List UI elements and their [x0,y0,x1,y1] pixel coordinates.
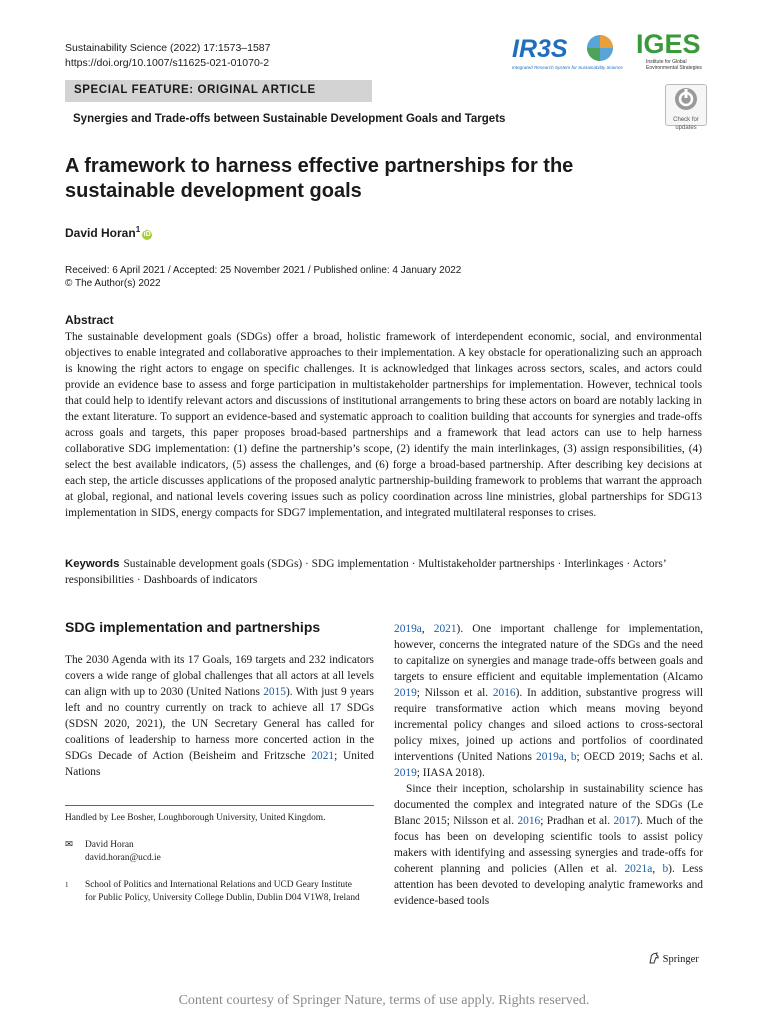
contact-email[interactable]: david.horan@ucd.ie [85,853,161,863]
check-for-updates-badge[interactable] [665,84,707,131]
ir3s-logo [510,30,634,72]
body-text: ; OECD 2019; Sachs et al. [576,751,703,763]
abstract-heading: Abstract [65,313,114,327]
keywords-list: Sustainable development goals (SDGs) · SDG implementation · Multistakeholder partnerships · Interlinkages · Actors’ responsibilities · Dashboards of indicators [65,558,666,586]
affiliation-marker: 1 [135,225,141,234]
keywords [65,556,702,588]
ir3s-logo-text: IR3S [512,35,568,63]
body-text: , [421,623,434,635]
journal-citation: Sustainability Science (2022) 17:1573–1587 [65,42,271,54]
affiliation-text: School of Politics and International Relations and UCD Geary Institute for Public Policy, University College Dublin, Dublin D04 V1W8, Ireland [85,880,360,903]
citation-link[interactable]: 2016 [517,815,541,827]
ir3s-tagline: Integrated Research System for Sustainability Science [512,65,623,70]
section-heading: SDG implementation and partnerships [65,619,321,635]
special-feature-label: SPECIAL FEATURE: ORIGINAL ARTICLE [74,84,316,96]
check-updates-line2: updates [675,125,697,131]
springer-horse-icon [648,952,660,964]
citation-link[interactable]: 2021a [624,863,653,875]
citation-link[interactable]: 2021 [433,623,457,635]
body-text: ). Much of the focus has been on developing scientific tools to assist policy makers with identifying and assessing synergies and trade-offs for coherent planning and policies (Allen et al. [394,815,703,875]
handled-by-note: Handled by Lee Bosher, Loughborough University, United Kingdom. [65,813,326,823]
citation-link[interactable]: 2015 [263,686,286,698]
article-dates [65,264,461,290]
citation-link[interactable]: 2019 [394,687,417,699]
body-text: ; United Nations [65,750,375,778]
doi-link[interactable]: https://doi.org/10.1007/s11625-021-01070-2 [65,57,270,69]
courtesy-notice: Content courtesy of Springer Nature, terms of use apply. Rights reserved. [178,993,590,1008]
publisher-mark [648,952,699,965]
body-text: ). With just 9 years left and no country currently on track to achieve all 17 SDGs (SDSN 2020, 2021), the UN Secretary General has called for coalitions of leadership to harness more concerted action in the SDGs Decade of Action (Beisheim and Fritzsche [65,686,374,762]
collection-title: Synergies and Trade-offs between Sustainable Development Goals and Targets [73,113,506,125]
check-updates-icon [674,87,698,111]
abstract-text: The sustainable development goals (SDGs) offer a broad, holistic framework of interdependent economic, social, and environmental objectives to enable integrated and collaborative approaches to their implementation. A key obstacle for operationalizing such an approach is knowing the right actors to engage on specific challenges. It is acknowledged that linkages across sectors, scales, and actors could provide an evidence base to assess and forge participation in multistakeholder partnerships for implementation. However, technical tools that could help to identify relevant actors and discussions of institutional arrangements to bring these actors on board are notably lacking in the extant literature. To support an evidence-based and systematic approach to coalition building that accounts for synergies and trade-offs across goals and targets, this paper proposes broad-based partnerships and a framework that lead actors can use to help harness collaborative SDG implementation: (1) define the partnership’s scope, (2) identify the main interlinkages, (3) assign responsibilities, (4) select the best available indicators, (5) assess the challenges, and (6) forge a broad-based partnership. After describing key decisions at each step, the article discusses applications of the proposed analytic partnership-building framework to problems that warrant the approach at global, regional, and national levels covering issues such as policy coordination across line ministries, global partnerships for SDG13 implementation in SIDS, energy compacts for SDG7 implementation, and integrated multilateral responses to crises. [65,331,702,519]
footnotes [65,812,365,915]
body-text: Since their inception, scholarship in sustainability science has documented the complex and integrated nature of the SDGs (Le Blanc 2015; Nilsson et al. [394,783,703,827]
citation-link[interactable]: 2017 [613,815,637,827]
publication-dates: Received: 6 April 2021 / Accepted: 25 November 2021 / Published online: 4 January 2022 [65,265,462,276]
body-text: , [563,751,571,763]
iges-logo [636,28,706,72]
journal-info [65,41,270,71]
citation-link[interactable]: 2019 [394,767,417,779]
citation-link[interactable]: 2019a [394,623,422,635]
body-text: ). Less attention has been devoted to developing analytic frameworks and evidence-based tools [394,863,703,907]
body-text: ). In addition, substantive progress will require transformative action which means moving beyond incremental policy changes and siloed actions to cross-sectoral policy mixes, joined up actions and portfolios of coordinated interventions (United Nations [394,687,703,763]
orcid-icon[interactable]: iD [143,231,151,238]
body-paragraph-2 [394,781,703,909]
publisher-name: Springer [662,954,699,965]
check-updates-line1: Check for [673,117,699,123]
citation-link[interactable]: 2016 [492,687,516,699]
body-paragraph-1 [394,621,703,781]
citation-link[interactable]: b [662,863,669,875]
iges-logo-text: IGES [636,29,701,59]
author-name[interactable]: David Horan [65,226,136,240]
footnote-divider [65,805,374,806]
body-text: ; IIASA 2018). [416,767,485,779]
body-text: ; Nilsson et al. [416,687,493,699]
body-column-right [394,621,703,909]
author-line [65,225,152,240]
body-text: , [652,863,663,875]
body-column-left [65,652,374,780]
body-text: ; Pradhan et al. [540,815,614,827]
iges-tagline-2: Environmental Strategies [646,65,702,71]
citation-link[interactable]: 2019a [536,751,564,763]
copyright-line: © The Author(s) 2022 [65,278,161,289]
body-text: The 2030 Agenda with its 17 Goals, 169 targets and 232 indicators covers a wide range of global challenges that all actors at all levels can align with up to 2030 (United Nations [65,654,374,698]
citation-link[interactable]: 2021 [311,750,335,762]
citation-link[interactable]: b [570,751,577,763]
body-text: ). One important challenge for implementation, however, concerns the integrated nature of the SDGs and the need to capitalize on synergies and manage trade-offs between goals and targets to ensure efficient and equitable implementation (Alcamo [394,623,703,683]
iges-tagline-1: Institute for Global [646,59,687,65]
affiliation-footnote-marker: 1 [65,881,69,889]
envelope-icon: ✉ [65,840,73,850]
contact-name: David Horan [85,840,134,850]
article-title: A framework to harness effective partnerships for the sustainable development goals [65,155,574,202]
keywords-heading: Keywords [65,558,120,570]
